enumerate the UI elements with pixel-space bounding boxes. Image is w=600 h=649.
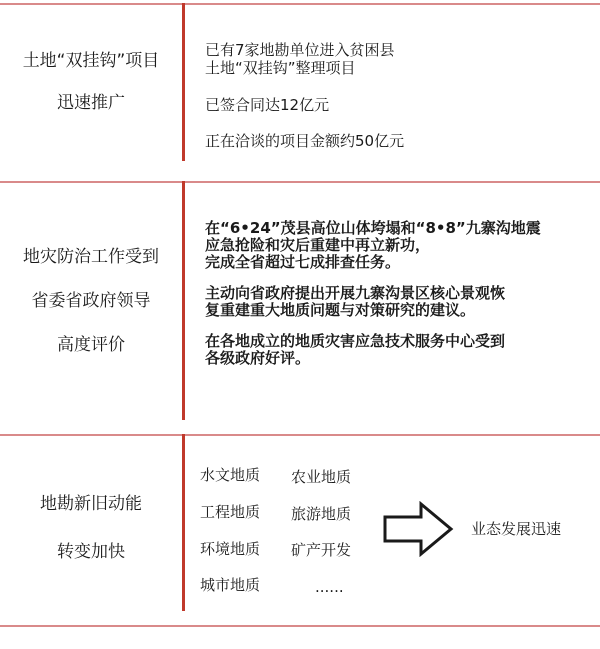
section3-title-line1: 地勘新旧动能: [40, 494, 142, 514]
vertical-bar-1: [182, 3, 185, 161]
section2-para1-line3: 完成全省超过七成排查任务。: [205, 253, 401, 271]
section2-para3-line1: 在各地成立的地质灾害应急技术服务中心受到: [205, 332, 506, 350]
divider-top: [0, 3, 600, 5]
discipline-tourism-geology: 旅游地质: [291, 505, 352, 523]
discipline-ellipsis: ......: [315, 578, 344, 596]
section1-title-line2: 迅速推广: [57, 93, 125, 113]
discipline-environmental-geology: 环境地质: [200, 540, 261, 558]
discipline-urban-geology: 城市地质: [200, 576, 261, 594]
section2-title: [0, 235, 182, 367]
section2-para1-line2: 应急抢险和灾后重建中再立新功，: [205, 236, 431, 254]
section2-title-line2: 省委省政府领导: [31, 291, 151, 311]
discipline-agro-geology: 农业地质: [291, 468, 352, 486]
section2-content: [205, 220, 595, 367]
section1-item2: 已签合同达12亿元: [205, 96, 330, 114]
section3-title-line2: 转变加快: [57, 542, 125, 562]
section1-item1-line1: 已有7家地勘单位进入贫困县: [205, 41, 395, 59]
section2-title-line3: 高度评价: [57, 335, 125, 355]
section1-content: [205, 41, 595, 150]
discipline-engineering-geology: 工程地质: [200, 503, 261, 521]
section2-para3-line2: 各级政府好评。: [205, 349, 311, 367]
divider-2: [0, 434, 600, 436]
vertical-bar-3: [182, 434, 185, 611]
divider-1: [0, 181, 600, 183]
section2-para2-line2: 复重建重大地质问题与对策研究的建议。: [205, 301, 476, 319]
section1-item3: 正在洽谈的项目金额约50亿元: [205, 132, 405, 150]
vertical-bar-2: [182, 181, 185, 420]
section2-para2-line1: 主动向省政府提出开展九寨沟景区核心景观恢: [205, 284, 506, 302]
section1-item1-line2: 土地“双挂钩”整理项目: [205, 59, 356, 77]
discipline-mineral-development: 矿产开发: [291, 541, 352, 559]
section1-title-line1: 土地“双挂钩”项目: [22, 51, 160, 71]
section3-title: [0, 480, 182, 576]
divider-bottom: [0, 625, 600, 627]
result-label: 业态发展迅速: [471, 520, 562, 538]
right-arrow-icon: [383, 501, 455, 557]
discipline-hydrogeology: 水文地质: [200, 466, 261, 484]
section2-title-line1: 地灾防治工作受到: [23, 247, 159, 267]
section1-title: [0, 40, 182, 124]
section2-para1-line1: 在“6•24”茂县高位山体垮塌和“8•8”九寨沟地震: [205, 219, 541, 237]
